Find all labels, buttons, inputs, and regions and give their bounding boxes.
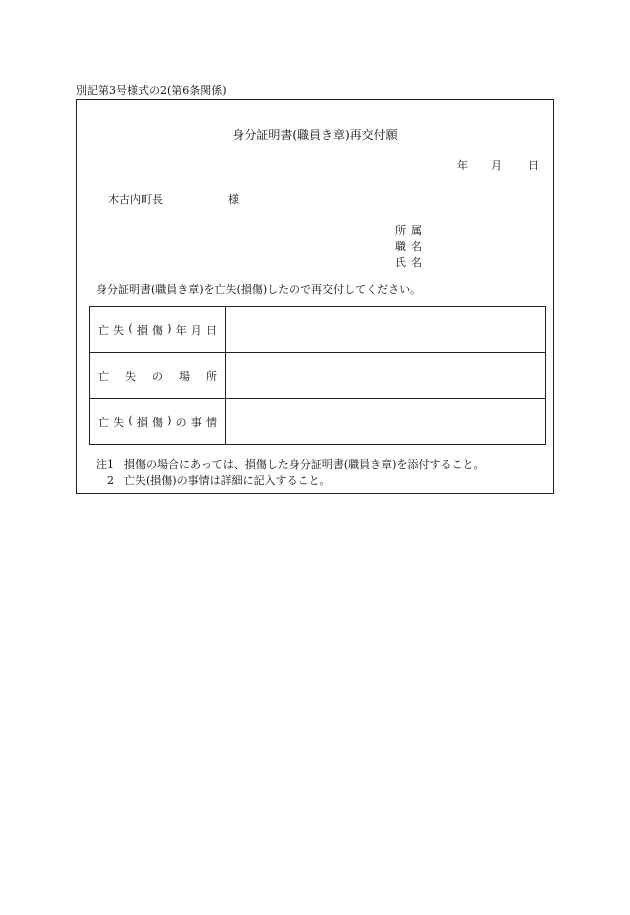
notes [96, 457, 484, 489]
loss-date-field[interactable] [226, 307, 546, 353]
note-item: 注1 損傷の場合にあっては、損傷した身分証明書(職員き章)を添付すること。 [96, 458, 485, 471]
note-item: 2 亡失(損傷)の事情は詳細に記入すること。 [107, 474, 331, 487]
table-row [90, 353, 546, 399]
honorific: 様 [228, 193, 239, 206]
applicant-title-label: 職 名 [395, 240, 422, 253]
table-row [90, 307, 546, 353]
table-row [90, 399, 546, 445]
loss-place-field[interactable] [226, 353, 546, 399]
loss-date-label: 亡 失 ( 損 傷 ) 年 月 日 [90, 307, 226, 353]
details-table [89, 306, 546, 445]
form-title: 身分証明書(職員き章)再交付願 [232, 128, 398, 142]
form-frame [76, 99, 554, 494]
date-day-label: 日 [528, 159, 539, 172]
loss-place-label: 亡 失 の 場 所 [90, 353, 226, 399]
request-statement: 身分証明書(職員き章)を亡失(損傷)したので再交付してください。 [96, 283, 422, 296]
date-year-label: 年 [457, 159, 468, 172]
addressee: 木古内町長 [108, 193, 163, 206]
applicant-name-label: 氏 名 [395, 256, 422, 269]
date-month-label: 月 [491, 159, 502, 172]
form-reference: 別記第3号様式の2(第6条関係) [76, 84, 227, 97]
loss-circumstances-field[interactable] [226, 399, 546, 445]
applicant-affiliation-label: 所 属 [395, 224, 422, 237]
loss-circumstances-label: 亡 失 ( 損 傷 ) の 事 情 [90, 399, 226, 445]
